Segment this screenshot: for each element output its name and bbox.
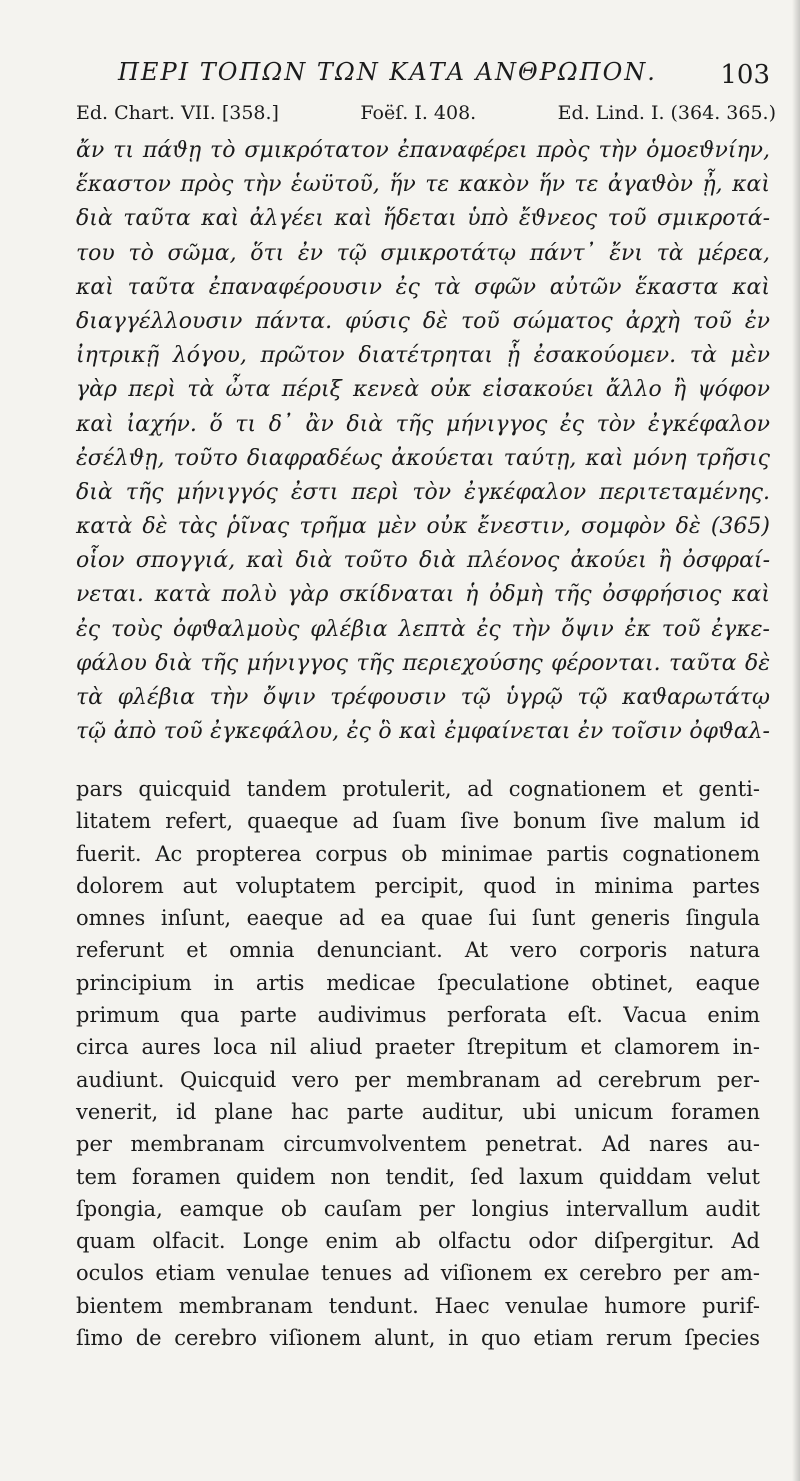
- latin-text-line: principium in artis medicae ſpeculatione obtinet, eaque: [76, 970, 760, 995]
- greek-text-line: καὶ ἰαχήν. ὅ τι δ᾽ ἂν διὰ τῆς μήνιγγος ἐς τὸν ἐγκέφαλον: [76, 411, 770, 437]
- page-edge-shadow: [792, 0, 800, 1481]
- greek-text-line: διαγγέλλουσιν πάντα. φύσις δὲ τοῦ σώματος ἀρχὴ τοῦ ἐν: [76, 308, 770, 334]
- running-head: [118, 58, 778, 92]
- greek-text-line: καὶ ταῦτα ἐπαναφέρουσιν ἐς τὰ σφῶν αὐτῶν ἕκαστα καὶ: [76, 274, 770, 300]
- latin-text-line: quam olfacit. Longe enim ab olfactu odor diſpergitur. Ad: [76, 1229, 760, 1254]
- greek-text-line: ἐσέλϑῃ, τοῦτο διαφραδέως ἀκούεται ταύτῃ, καὶ μόνη τρῆσις: [76, 445, 770, 471]
- greek-text-line: γὰρ περὶ τὰ ὦτα πέριξ κενεὰ οὐκ εἰσακούει ἄλλο ἢ ψόφον: [76, 377, 770, 403]
- edition-foesius: Foëſ. I. 408.: [360, 102, 477, 124]
- page-number: 103: [720, 60, 770, 90]
- greek-text-line: διὰ τῆς μήνιγγός ἐστι περὶ τὸν ἐγκέφαλον περιτεταμένης.: [76, 479, 770, 505]
- latin-text-line: referunt et omnia denunciant. At vero corporis natura: [76, 938, 760, 963]
- latin-text-line: ſpongia, eamque ob cauſam per longius intervallum audit: [76, 1196, 760, 1221]
- latin-text-line: venerit, id plane hac parte auditur, ubi unicum foramen: [76, 1099, 760, 1124]
- latin-text-block: [76, 773, 760, 1354]
- greek-text-line: τὰ φλέβια τὴν ὄψιν τρέφουσιν τῷ ὑγρῷ τῷ καϑαρωτάτῳ: [76, 685, 770, 710]
- latin-text-line: per membranam circumvolventem penetrat. Ad nares au-: [76, 1132, 760, 1157]
- latin-text-line: pars quicquid tandem protulerit, ad cognationem et genti-: [76, 777, 760, 801]
- greek-text-line: διὰ ταῦτα καὶ ἀλγέει καὶ ἥδεται ὑπὸ ἔϑνεος τοῦ σμικροτά-: [76, 206, 770, 232]
- latin-text-line: oculos etiam venulae tenues ad viſionem ex cerebro per am-: [76, 1261, 760, 1286]
- greek-text-line: ἐς τοὺς ὀφϑαλμοὺς φλέβια λεπτὰ ἐς τὴν ὄψιν ἐκ τοῦ ἐγκε-: [76, 616, 770, 642]
- latin-text-line: fuerit. Ac propterea corpus ob minimae partis cognationem: [76, 841, 760, 866]
- greek-text-line: ἄν τι πάϑῃ τὸ σμικρότατον ἐπαναφέρει πρὸς τὴν ὁμοεϑνίην,: [76, 138, 770, 163]
- greek-text-line: νεται. κατὰ πολὺ γὰρ σκίδναται ἡ ὀδμὴ τῆς ὀσφρήσιος καὶ: [76, 582, 770, 608]
- greek-text-line: φάλου διὰ τῆς μήνιγγος τῆς περιεχούσης φέρονται. ταῦτα δὲ: [76, 650, 770, 676]
- greek-text-line: τῷ ἀπὸ τοῦ ἐγκεφάλου, ἐς ὃ καὶ ἐμφαίνεται ἐν τοῖσιν ὀφϑαλ-: [76, 719, 770, 745]
- latin-text-line: omnes inſunt, eaeque ad ea quae ſui ſunt generis ſingula: [76, 906, 760, 931]
- latin-text-line: tem foramen quidem non tendit, ſed laxum quiddam velut: [76, 1164, 760, 1189]
- greek-text-line: οἷον σπογγιά, καὶ διὰ τοῦτο διὰ πλέονος ἀκούει ἢ ὀσφραί-: [76, 548, 770, 574]
- greek-text-line: ἰητρικῇ λόγου, πρῶτον διατέτρηται ᾗ ἐσακούομεν. τὰ μὲν: [76, 343, 770, 369]
- edition-linden: Ed. Lind. I. (364. 365.): [557, 102, 776, 124]
- latin-text-line: ſimo de cerebro viſionem alunt, in quo etiam rerum ſpecies: [76, 1326, 760, 1351]
- greek-text-block: [76, 134, 770, 749]
- latin-text-line: dolorem aut voluptatem percipit, quod in minima partes: [76, 873, 760, 898]
- latin-text-line: litatem refert, quaeque ad ſuam ſive bonum ſive malum id: [76, 809, 760, 834]
- running-title: ΠΕΡΙ ΤΟΠΩΝ ΤΩΝ ΚΑΤΑ ΑΝΘΡΩΠΟΝ.: [118, 58, 657, 86]
- edition-references: [76, 102, 776, 124]
- latin-text-line: primum qua parte audivimus perforata eſt. Vacua enim: [76, 1003, 760, 1028]
- latin-text-line: bientem membranam tendunt. Haec venulae humore purif-: [76, 1293, 760, 1318]
- greek-text-line: κατὰ δὲ τὰς ῥῖνας τρῆμα μὲν οὐκ ἔνεστιν, σομφὸν δὲ (365): [76, 514, 770, 540]
- latin-text-line: audiunt. Quicquid vero per membranam ad cerebrum per-: [76, 1067, 760, 1092]
- greek-text-line: ἕκαστον πρὸς τὴν ἑωϋτοῦ, ἥν τε κακὸν ἥν τε ἀγαϑὸν ᾖ, καὶ: [76, 172, 770, 198]
- latin-text-line: circa aures loca nil aliud praeter ſtrepitum et clamorem in-: [76, 1035, 760, 1060]
- edition-chartier: Ed. Chart. VII. [358.]: [76, 102, 279, 124]
- greek-text-line: του τὸ σῶμα, ὅτι ἐν τῷ σμικροτάτῳ πάντ᾽ ἔνι τὰ μέρεα,: [76, 240, 770, 266]
